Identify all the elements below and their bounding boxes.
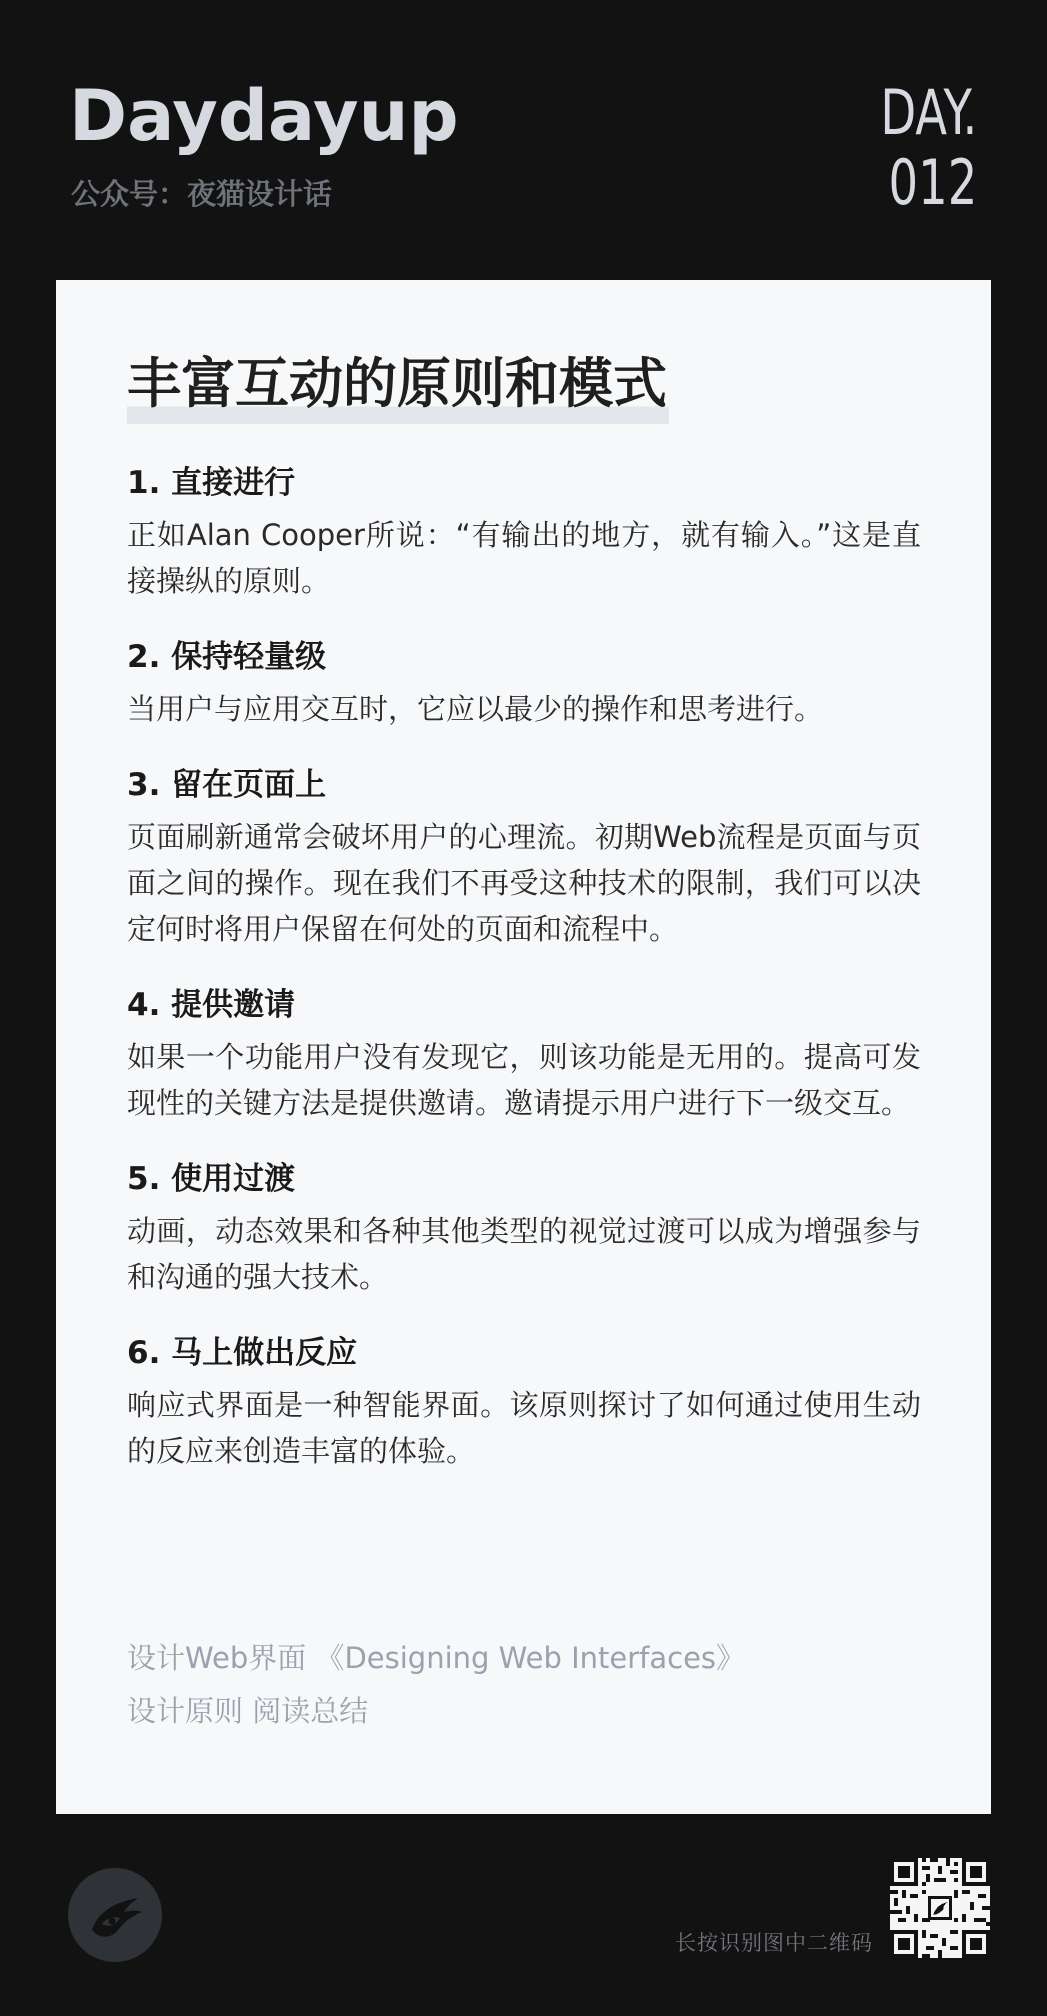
principle-heading: 4. 提供邀请: [127, 987, 296, 1023]
qr-caption: 长按识别图中二维码: [675, 1931, 873, 1955]
brand-subtitle: 公众号：夜猫设计话: [71, 177, 333, 211]
principle-heading: 1. 直接进行: [127, 465, 296, 501]
day-label: DAY.: [880, 76, 977, 149]
principle-heading: 5. 使用过渡: [127, 1161, 296, 1197]
content-card: [56, 280, 991, 1814]
principle-body: 页面刷新通常会破坏用户的心理流。初期Web流程是页面与页面之间的操作。现在我们不再受这种技术的限制，我们可以决定何时将用户保留在何处的页面和流程中。: [127, 820, 921, 946]
principle-body: 当用户与应用交互时，它应以最少的操作和思考进行。: [127, 692, 824, 726]
principle-body: 如果一个功能用户没有发现它，则该功能是无用的。提高可发现性的关键方法是提供邀请。邀请提示用户进行下一级交互。: [127, 1040, 921, 1120]
reference-list: [127, 1632, 921, 1738]
brand-title: Daydayup: [69, 75, 459, 157]
day-number: 012: [888, 146, 977, 219]
principle-item: [127, 982, 921, 1126]
day-counter: [880, 78, 977, 218]
principle-item: [127, 1156, 921, 1300]
qr-code-icon[interactable]: [890, 1858, 990, 1958]
principle-body: 正如Alan Cooper所说：“有输出的地方，就有输入。”这是直接操纵的原则。: [127, 518, 921, 598]
principle-heading: 6. 马上做出反应: [127, 1335, 358, 1371]
reference-note: 设计原则 阅读总结: [127, 1694, 369, 1728]
principle-item: [127, 460, 921, 604]
principles-list: [127, 460, 921, 1504]
principle-item: [127, 634, 921, 732]
reference-book: 设计Web界面 《Designing Web Interfaces》: [127, 1641, 746, 1675]
principle-item: [127, 762, 921, 952]
principle-body: 动画，动态效果和各种其他类型的视觉过渡可以成为增强参与和沟通的强大技术。: [127, 1214, 921, 1294]
card-title: 丰富互动的原则和模式: [127, 344, 669, 424]
principle-heading: 3. 留在页面上: [127, 767, 327, 803]
principle-item: [127, 1330, 921, 1474]
principle-body: 响应式界面是一种智能界面。该原则探讨了如何通过使用生动的反应来创造丰富的体验。: [127, 1388, 921, 1468]
cat-eye-logo-icon: [68, 1868, 162, 1962]
principle-heading: 2. 保持轻量级: [127, 639, 327, 675]
